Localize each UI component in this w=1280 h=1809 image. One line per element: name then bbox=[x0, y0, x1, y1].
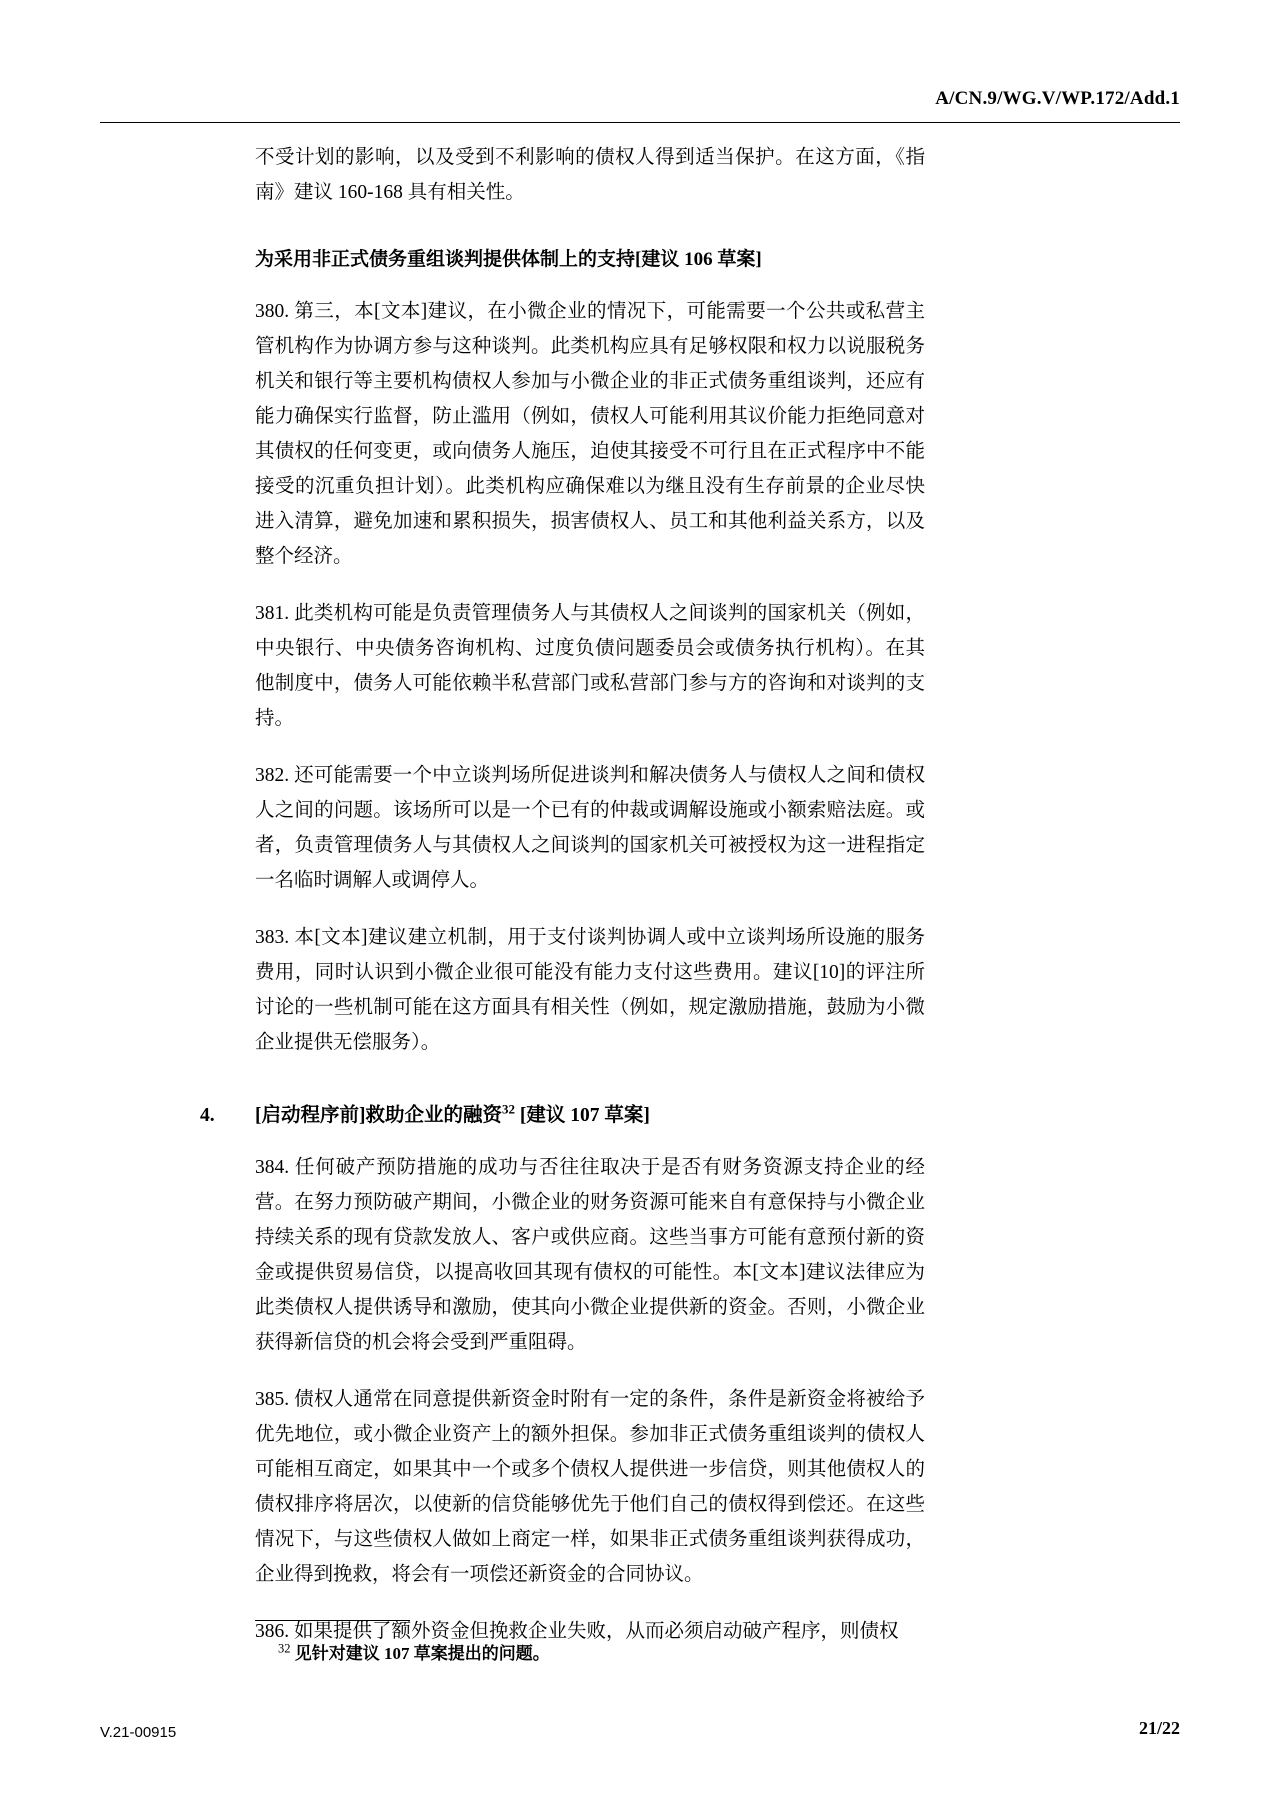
paragraph-383: 383. 本[文本]建议建立机制，用于支付谈判协调人或中立谈判场所设施的服务费用，同时认识到小微企业很可能没有能力支付这些费用。建议[10]的评注所讨论的一些机制可能在这方面具有相关性（例如，规定激励措施，鼓励为小微企业提供无偿服务）。 bbox=[255, 927, 925, 1053]
document-symbol-header: A/CN.9/WG.V/WP.172/Add.1 bbox=[935, 88, 1180, 109]
document-body bbox=[200, 140, 925, 1655]
continued-paragraph: 不受计划的影响，以及受到不利影响的债权人得到适当保护。在这方面，《指南》建议 160-168 具有相关性。 bbox=[255, 147, 925, 203]
section-number: 4. bbox=[200, 1105, 215, 1126]
paragraph-381: 381. 此类机构可能是负责管理债务人与其债权人之间谈判的国家机关（例如，中央银行、中央债务咨询机构、过度负债问题委员会或债务执行机构）。在其他制度中，债务人可能依赖半私营部门或私营部门参与方的咨询和对谈判的支持。 bbox=[255, 603, 925, 729]
paragraph-384: 384. 任何破产预防措施的成功与否往往取决于是否有财务资源支持企业的经营。在努力预防破产期间，小微企业的财务资源可能来自有意保持与小微企业持续关系的现有贷款发放人、客户或供应商。这些当事方可能有意预付新的资金或提供贸易信贷，以提高收回其现有债权的可能性。本[文本]建议法律应为此类债权人提供诱导和激励，使其向小微企业提供新的资金。否则，小微企业获得新信贷的机会将会受到严重阻碍。 bbox=[255, 1157, 925, 1353]
section-heading-4 bbox=[200, 1100, 925, 1132]
paragraph-386: 386. 如果提供了额外资金但挽救企业失败，从而必须启动破产程序，则债权 bbox=[255, 1621, 899, 1642]
footnote-32 bbox=[278, 1640, 938, 1668]
subheading-informal-negotiation-support: 为采用非正式债务重组谈判提供体制上的支持[建议 106 草案] bbox=[255, 249, 762, 270]
footer-page-number: 21/22 bbox=[1138, 1718, 1180, 1738]
paragraph-380: 380. 第三，本[文本]建议，在小微企业的情况下，可能需要一个公共或私营主管机构作为协调方参与这种谈判。此类机构应具有足够权限和权力以说服税务机关和银行等主要机构债权人参加与小微企业的非正式债务重组谈判，还应有能力确保实行监督，防止滥用（例如，债权人可能利用其议价能力拒绝同意对其债权的任何变更，或向债务人施压，迫使其接受不可行且在正式程序中不能接受的沉重负担计划）。此类机构应确保难以为继且没有生存前景的企业尽快进入清算，避免加速和累积损失，损害债权人、员工和其他利益关系方，以及整个经济。 bbox=[255, 301, 925, 567]
footnote-marker: 32 bbox=[278, 1641, 291, 1656]
footer-document-code: V.21-00915 bbox=[100, 1724, 177, 1741]
footnote-reference-32: 32 bbox=[502, 1101, 515, 1117]
footnote-divider bbox=[255, 1620, 410, 1621]
section-title-part-1: [启动程序前]救助企业的融资 bbox=[255, 1105, 502, 1126]
header-divider bbox=[100, 122, 1180, 123]
section-title-part-2: [建议 107 草案] bbox=[515, 1105, 650, 1126]
paragraph-382: 382. 还可能需要一个中立谈判场所促进谈判和解决债务人与债权人之间和债权人之间的问题。该场所可以是一个已有的仲裁或调解设施或小额索赔法庭。或者，负责管理债务人与其债权人之间谈判的国家机关可被授权为这一进程指定一名临时调解人或调停人。 bbox=[255, 765, 925, 891]
paragraph-385: 385. 债权人通常在同意提供新资金时附有一定的条件，条件是新资金将被给予优先地位，或小微企业资产上的额外担保。参加非正式债务重组谈判的债权人可能相互商定，如果其中一个或多个债权人提供进一步信贷，则其他债权人的债权排序将居次，以使新的信贷能够优先于他们自己的债权得到偿还。在这些情况下，与这些债权人做如上商定一样，如果非正式债务重组谈判获得成功，企业得到挽救，将会有一项偿还新资金的合同协议。 bbox=[255, 1389, 925, 1585]
footnote-text: 见针对建议 107 草案提出的问题。 bbox=[290, 1644, 550, 1663]
